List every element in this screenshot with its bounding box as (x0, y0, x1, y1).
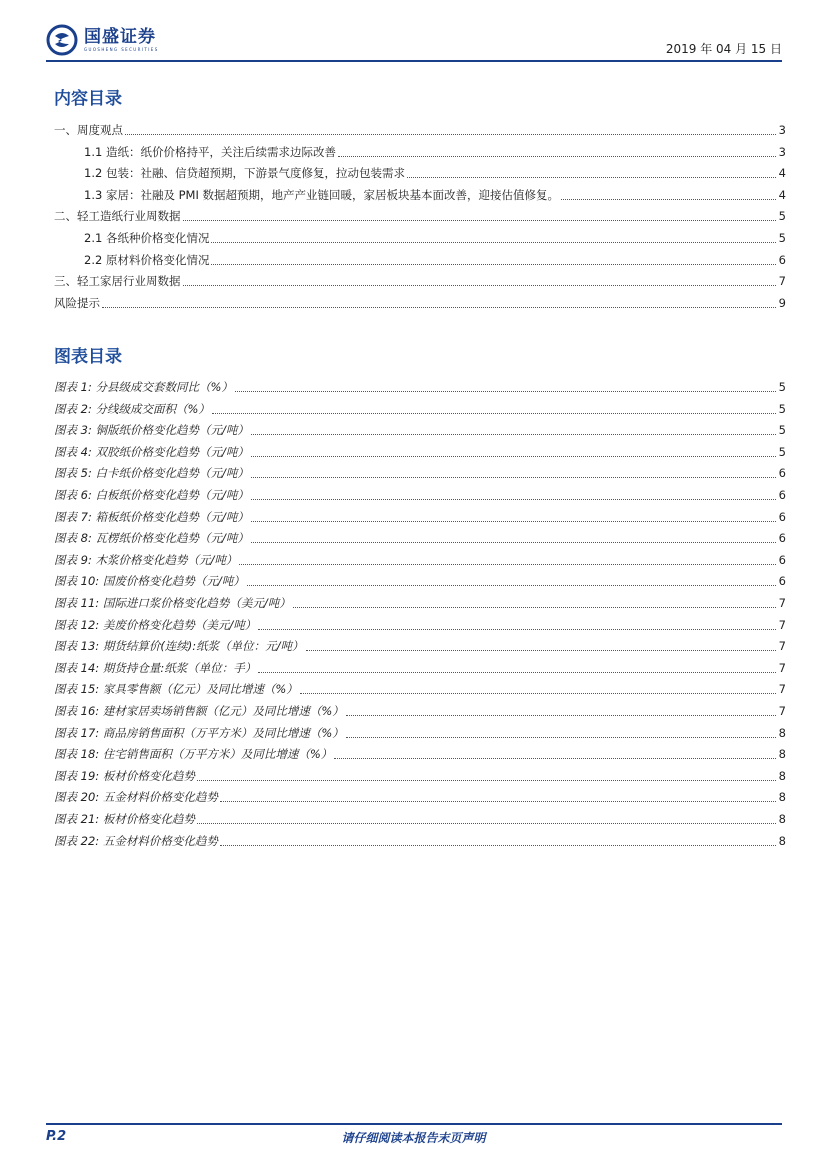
footer-divider (46, 1123, 782, 1125)
toc-entry-page: 3 (778, 144, 786, 159)
figure-entry[interactable] (54, 764, 786, 784)
figure-entry-page: 5 (778, 423, 786, 438)
toc-title: 内容目录 (54, 89, 122, 109)
figure-entry[interactable] (54, 440, 786, 460)
toc-entry[interactable] (84, 248, 786, 268)
figure-entry[interactable] (54, 829, 786, 849)
toc-entry[interactable] (84, 161, 786, 181)
figure-entry-page: 8 (778, 790, 786, 805)
figure-entry-text: 图表 8: 瓦楞纸价格变化趋势（元/吨） (54, 531, 249, 546)
figure-entry[interactable] (54, 418, 786, 438)
dot-leader (346, 737, 776, 738)
dot-leader (561, 199, 776, 200)
dot-leader (346, 715, 776, 716)
figure-entry[interactable] (54, 526, 786, 546)
figure-entry[interactable] (54, 569, 786, 589)
toc-entry-page: 5 (778, 209, 786, 224)
dot-leader (197, 780, 776, 781)
figure-entry[interactable] (54, 699, 786, 719)
page-number: P.2 (46, 1129, 67, 1144)
toc-entry-text: 二、轻工造纸行业周数据 (54, 209, 181, 224)
dot-leader (247, 585, 776, 586)
dot-leader (251, 499, 776, 500)
dot-leader (125, 134, 776, 135)
figure-entry-text: 图表 13: 期货结算价(连续):纸浆（单位：元/吨） (54, 639, 304, 654)
toc-entry-text: 2.1 各纸种价格变化情况 (84, 231, 210, 245)
figure-entry-text: 图表 1: 分县级成交套数同比（%） (54, 380, 233, 394)
dot-leader (251, 456, 776, 457)
figure-entry-page: 7 (778, 660, 786, 675)
figure-entry-page: 6 (778, 466, 786, 481)
figure-entry-page: 6 (778, 552, 786, 567)
toc-entry-page: 9 (778, 295, 786, 310)
dot-leader (251, 521, 776, 522)
dot-leader (211, 242, 776, 243)
dot-leader (306, 650, 776, 651)
figure-entry-text: 图表 3: 铜版纸价格变化趋势（元/吨） (54, 423, 249, 438)
figure-entry-text: 图表 7: 箱板纸价格变化趋势（元/吨） (54, 509, 249, 524)
dot-leader (220, 845, 776, 846)
figure-entry-text: 图表 9: 木浆价格变化趋势（元/吨） (54, 552, 238, 567)
report-date: 2019 年 04 月 15 日 (665, 42, 782, 56)
figure-entry-page: 8 (778, 747, 786, 762)
figure-entry[interactable] (54, 483, 786, 503)
dot-leader (251, 542, 776, 543)
figure-entry[interactable] (54, 591, 786, 611)
figure-entry-text: 图表 4: 双胶纸价格变化趋势（元/吨） (54, 444, 249, 459)
figure-entry[interactable] (54, 742, 786, 762)
figure-entry-text: 图表 17: 商品房销售面积（万平方米）及同比增速（%） (54, 725, 344, 740)
figure-entry-page: 6 (778, 531, 786, 546)
toc-entry-page: 5 (778, 231, 786, 245)
figure-entry-page: 8 (778, 812, 786, 826)
figure-entry[interactable] (54, 634, 786, 654)
disclaimer-notice: 请仔细阅读本报告末页声明 (341, 1131, 486, 1145)
figure-entry-page: 8 (778, 768, 786, 783)
dot-leader (300, 693, 776, 694)
toc-entry-text: 一、周度观点 (54, 123, 123, 137)
dot-leader (183, 285, 777, 286)
toc-entry-page: 6 (778, 252, 786, 267)
dot-leader (239, 564, 776, 565)
figure-entry-text: 图表 19: 板材价格变化趋势 (54, 768, 195, 783)
figure-entry-text: 图表 12: 美废价格变化趋势（美元/吨） (54, 617, 257, 632)
figure-entry[interactable] (54, 677, 786, 697)
toc-entry-text: 1.1 造纸：纸价价格持平，关注后续需求边际改善 (84, 144, 336, 159)
toc-entry-page: 4 (778, 166, 786, 181)
dot-leader (211, 264, 776, 265)
figure-entry[interactable] (54, 613, 786, 633)
company-logo (46, 24, 159, 56)
figure-entry-page: 5 (778, 380, 786, 394)
figure-entry-text: 图表 11: 国际进口浆价格变化趋势（美元/吨） (54, 596, 291, 610)
dot-leader (258, 672, 776, 673)
figure-entry-page: 6 (778, 509, 786, 524)
figure-entry-page: 7 (778, 596, 786, 610)
toc-entry-text: 三、轻工家居行业周数据 (54, 274, 181, 289)
guosheng-logo-icon (46, 24, 78, 56)
figure-entry-page: 7 (778, 682, 786, 697)
figure-entry-text: 图表 6: 白板纸价格变化趋势（元/吨） (54, 488, 249, 502)
figure-entry-text: 图表 14: 期货持仓量:纸浆（单位：手） (54, 660, 257, 675)
toc-entry-text: 1.3 家居：社融及 PMI 数据超预期，地产产业链回暖，家居板块基本面改善，迎接估值修复。 (84, 187, 559, 202)
figure-entry-page: 8 (778, 833, 786, 848)
dot-leader (293, 607, 776, 608)
figure-entry-page: 7 (778, 704, 786, 718)
header-divider (46, 60, 782, 62)
toc-entry[interactable] (84, 183, 786, 203)
dot-leader (220, 801, 776, 802)
dot-leader (212, 413, 776, 414)
toc-entry-text: 1.2 包装：社融、信贷超预期，下游景气度修复，拉动包装需求 (84, 166, 405, 181)
figure-entry-page: 6 (778, 574, 786, 589)
figures-title: 图表目录 (54, 347, 122, 367)
figure-entry[interactable] (54, 397, 786, 417)
dot-leader (334, 758, 776, 759)
logo-chinese-name: 国盛证券 (84, 26, 156, 47)
figure-entry-page: 6 (778, 488, 786, 502)
dot-leader (251, 434, 776, 435)
figure-entry-page: 7 (778, 639, 786, 654)
logo-english-name: GUOSHENG SECURITIES (84, 46, 159, 52)
page-header (46, 24, 782, 62)
toc-entry-text: 风险提示 (54, 295, 100, 310)
toc-entry[interactable] (84, 140, 786, 160)
toc-entry-text: 2.2 原材料价格变化情况 (84, 252, 210, 267)
toc-entry[interactable] (54, 269, 786, 289)
dot-leader (235, 391, 776, 392)
figure-entry-text: 图表 22: 五金材料价格变化趋势 (54, 833, 218, 848)
dot-leader (102, 307, 776, 308)
toc-entry[interactable] (54, 291, 786, 311)
figure-entry-text: 图表 2: 分线级成交面积（%） (54, 401, 210, 416)
dot-leader (258, 629, 776, 630)
toc-entry-page: 4 (778, 187, 786, 202)
figure-entry-text: 图表 16: 建材家居卖场销售额（亿元）及同比增速（%） (54, 704, 344, 718)
dot-leader (407, 177, 776, 178)
figure-entry-text: 图表 20: 五金材料价格变化趋势 (54, 790, 218, 805)
figure-entry-text: 图表 10: 国废价格变化趋势（元/吨） (54, 574, 245, 589)
figure-entry-text: 图表 18: 住宅销售面积（万平方米）及同比增速（%） (54, 747, 333, 762)
dot-leader (251, 477, 776, 478)
figure-entry[interactable] (54, 656, 786, 676)
figure-entry-page: 5 (778, 444, 786, 459)
figure-entry-page: 7 (778, 617, 786, 632)
figure-entry[interactable] (54, 505, 786, 525)
figure-entry-text: 图表 21: 板材价格变化趋势 (54, 812, 195, 826)
toc-entry-page: 7 (778, 274, 786, 289)
toc-entry[interactable] (54, 204, 786, 224)
figure-entry[interactable] (54, 807, 786, 827)
figure-entry-page: 5 (778, 401, 786, 416)
dot-leader (183, 220, 777, 221)
figure-entry-page: 8 (778, 725, 786, 740)
toc-entry[interactable] (84, 226, 786, 246)
figure-entry-text: 图表 5: 白卡纸价格变化趋势（元/吨） (54, 466, 249, 481)
toc-entry-page: 3 (778, 123, 786, 137)
figure-entry-text: 图表 15: 家具零售额（亿元）及同比增速（%） (54, 682, 298, 697)
figure-entry[interactable] (54, 461, 786, 481)
dot-leader (338, 156, 776, 157)
figure-entry[interactable] (54, 721, 786, 741)
dot-leader (197, 823, 776, 824)
figure-entry[interactable] (54, 548, 786, 568)
figure-entry[interactable] (54, 785, 786, 805)
figure-entry[interactable] (54, 375, 786, 395)
toc-entry[interactable] (54, 118, 786, 138)
